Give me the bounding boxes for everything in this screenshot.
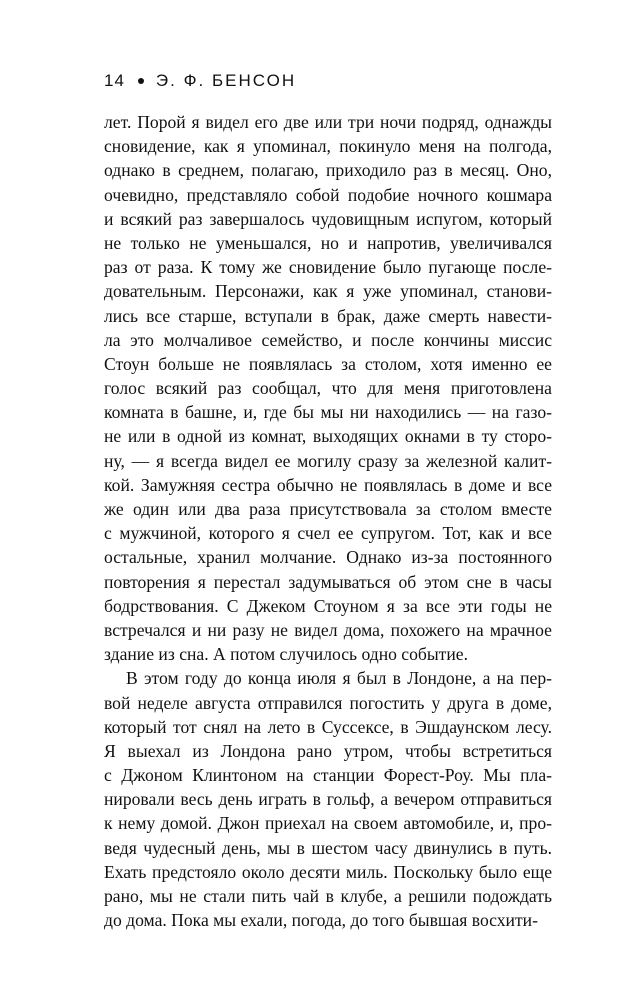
text-line: В этом году до конца июля я был в Лондоне, а на пер- [126,668,552,689]
text-line: очевидно, представляло собой подобие ночного кошмара [104,184,552,205]
text-line: сновидение, как я упоминал, покинуло меня на полгода, [104,136,552,157]
body-text [104,110,552,932]
text-line: не только не уменьшался, но и напротив, увеличивался [104,232,552,253]
text-line: Я выехал из Лондона рано утром, чтобы встретиться [104,740,552,761]
text-line: до дома. Пока мы ехали, погода, до того бывшая восхити- [104,910,538,931]
text-line: комната в башне, и, где бы мы ни находились — на газо- [104,402,552,423]
text-line: встречался и ни разу не видел дома, похожего на мрачное [104,619,552,640]
bullet-separator [138,78,144,84]
text-line: с Джоном Клинтоном на станции Форест-Роу. Мы пла- [104,765,552,786]
text-line: же один или два раза присутствовала за столом вместе [104,499,552,519]
text-line: раз от раза. К тому же сновидение было пугающе после- [104,257,552,278]
author-name: Э. Ф. БЕНСОН [155,71,297,90]
text-line: вой неделе августа отправился погостить у друга в доме, [104,692,552,713]
text-line: однако в среднем, полагаю, приходило раз в месяц. Оно, [104,160,552,181]
text-line: и всякий раз завершалось чудовищным испугом, который [104,208,552,229]
text-line: ведя чудесный день, мы в шестом часу двинулись в путь. [104,837,552,858]
text-line: Ехать предстояло около десяти миль. Поскольку было еще [104,861,552,882]
text-line: не или в одной из комнат, выходящих окнами в ту сторо- [104,426,552,447]
text-line: ну, — я всегда видел ее могилу сразу за железной калит- [104,450,552,471]
text-line: ла это молчаливое семейство, и после кончины миссис [104,329,552,350]
running-head [104,68,296,94]
page-number: 14 [104,71,125,90]
text-line: с мужчиной, которого я счел ее супругом. Тот, как и все [104,523,552,544]
text-line: который тот снял на лето в Суссексе, в Эшдаунском лесу. [104,716,552,737]
text-line: довательным. Персонажи, как я уже упоминал, станови- [104,281,552,302]
text-line: здание из сна. А потом случилось одно событие. [104,644,468,665]
text-line: лись все старше, вступали в брак, даже смерть навести- [104,305,552,326]
text-line: бодрствования. С Джеком Стоуном я за все эти годы не [104,595,552,616]
text-line: Стоун больше не появлялась за столом, хотя именно ее [104,353,552,374]
text-line: нировали весь день играть в гольф, а вечером отправиться [104,789,552,810]
text-line: лет. Порой я видел его две или три ночи подряд, однажды [104,112,552,132]
text-line: голос всякий раз сообщал, что для меня приготовлена [104,378,552,399]
text-line: рано, мы не стали пить чай в клубе, а решили подождать [104,886,552,906]
text-line: повторения я перестал задумываться об этом сне в часы [104,571,552,592]
text-line: остальные, хранил молчание. Однако из-за постоянного [104,547,552,568]
text-line: к нему домой. Джон приехал на своем автомобиле, и, про- [104,813,552,834]
text-line: кой. Замужняя сестра обычно не появлялась в доме и все [104,474,552,495]
